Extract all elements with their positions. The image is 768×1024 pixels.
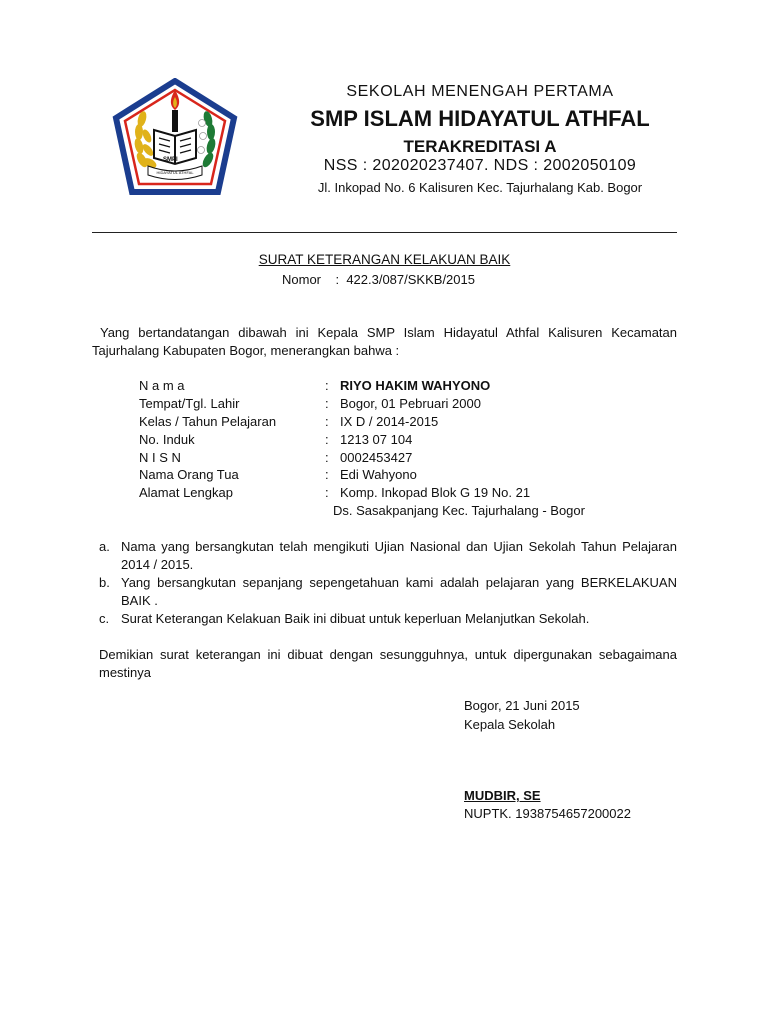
field-colon: : <box>325 378 329 393</box>
field-colon: : <box>325 396 329 411</box>
field-colon: : <box>325 485 329 500</box>
field-colon: : <box>325 450 329 465</box>
field-value-class: IX D / 2014-2015 <box>340 414 439 429</box>
registration-numbers: NSS : 202020237407. NDS : 2002050109 <box>323 157 637 174</box>
field-value-address-line2: Ds. Sasakpanjang Kec. Tajurhalang - Bogor <box>333 503 585 518</box>
field-label-address: Alamat Lengkap <box>139 485 233 500</box>
accreditation: TERAKREDITASI A <box>403 137 557 156</box>
school-logo <box>112 78 238 196</box>
list-marker: a. <box>99 539 110 554</box>
field-label-name: N a m a <box>139 378 185 393</box>
number-value: 422.3/087/SKKB/2015 <box>346 272 475 287</box>
signature-position: Kepala Sekolah <box>464 717 556 732</box>
field-value-nisn: 0002453427 <box>340 450 413 465</box>
field-value-name: RIYO HAKIM WAHYONO <box>340 378 491 393</box>
header-divider <box>92 232 677 233</box>
field-colon: : <box>325 432 329 447</box>
intro-paragraph: Yang bertandatangan dibawah ini Kepala SMP Islam Hidayatul Athfal Kalisuren Kecamatan Tajurhalang Kabupaten Bogor, menerangkan bahwa : <box>92 325 677 358</box>
signatory-nuptk: NUPTK. 1938754657200022 <box>464 806 631 821</box>
list-item <box>99 574 677 610</box>
field-label-birth: Tempat/Tgl. Lahir <box>139 396 240 411</box>
document-number: Nomor : 422.3/087/SKKB/2015 <box>282 272 475 287</box>
field-value-parent: Edi Wahyono <box>340 467 417 482</box>
field-value-birth: Bogor, 01 Pebruari 2000 <box>340 396 481 411</box>
closing-paragraph: Demikian surat keterangan ini dibuat dengan sesungguhnya, untuk dipergunakan sebagaimana mestinya <box>99 647 677 680</box>
logo-subtext: HIDAYATUL ATHFAL <box>156 170 194 175</box>
field-colon: : <box>325 414 329 429</box>
number-label: Nomor <box>282 272 322 287</box>
list-marker: b. <box>99 575 110 590</box>
list-text: Surat Keterangan Kelakuan Baik ini dibuat untuk keperluan Melanjutkan Sekolah. <box>121 611 590 626</box>
logo-text: SMPI <box>163 157 178 163</box>
field-value-address: Komp. Inkopad Blok G 19 No. 21 <box>340 485 531 500</box>
school-address: Jl. Inkopad No. 6 Kalisuren Kec. Tajurhalang Kab. Bogor <box>317 180 643 195</box>
list-text: Yang bersangkutan sepanjang sepengetahuan kami adalah pelajaran yang BERKELAKUAN BAIK . <box>121 575 677 608</box>
list-item <box>99 538 677 574</box>
list-text: Nama yang bersangkutan telah mengikuti Ujian Nasional dan Ujian Sekolah Tahun Pelajaran 2014 / 2015. <box>121 539 677 572</box>
school-level: SEKOLAH MENENGAH PERTAMA <box>346 83 614 100</box>
list-item <box>99 610 677 628</box>
field-colon: : <box>325 467 329 482</box>
field-label-parent: Nama Orang Tua <box>139 467 239 482</box>
field-label-nisn: N I S N <box>139 450 181 465</box>
signature-place-date: Bogor, 21 Juni 2015 <box>464 698 580 713</box>
field-value-induk: 1213 07 104 <box>340 432 413 447</box>
list-marker: c. <box>99 611 110 626</box>
document-title: SURAT KETERANGAN KELAKUAN BAIK <box>258 252 511 267</box>
field-label-induk: No. Induk <box>139 432 195 447</box>
statement-list <box>99 538 677 628</box>
signatory-name: MUDBIR, SE <box>464 788 541 803</box>
field-label-class: Kelas / Tahun Pelajaran <box>139 414 277 429</box>
school-name: SMP ISLAM HIDAYATUL ATHFAL <box>310 106 650 131</box>
